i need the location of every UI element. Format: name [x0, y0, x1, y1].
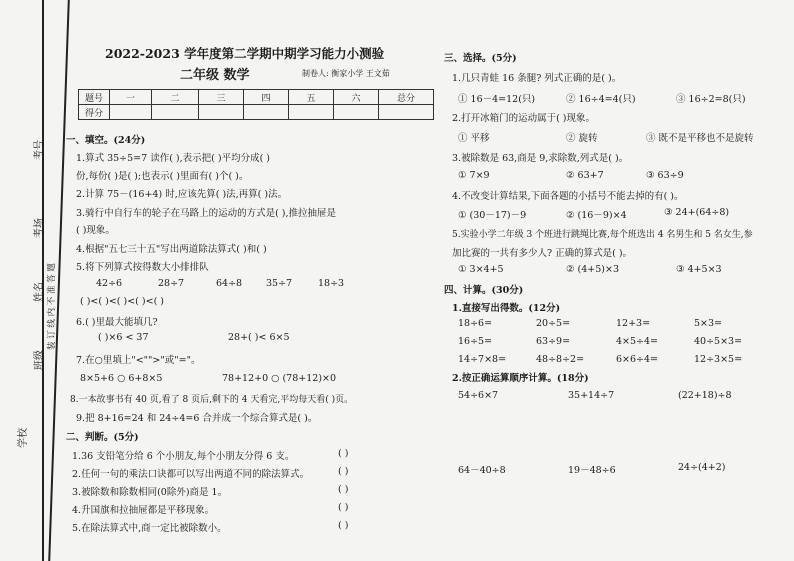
order-calc: 64－40÷8 [458, 465, 506, 476]
s1-q5-item: 64÷8 [216, 278, 243, 289]
calc-item: 12÷3×5= [694, 354, 743, 365]
s1-q5-order: ( )<( )<( )<( )<( ) [80, 296, 165, 307]
calc-item: 18÷6= [458, 318, 493, 329]
s3-q3: 3.被除数是 63,商是 9,求除数,列式是( )。 [452, 153, 629, 164]
exam-title: 2022-2023 学年度第二学期中期学习能力小测验 [105, 46, 385, 61]
s3-q2: 2.打开冰箱门的运动属于( )现象。 [452, 113, 595, 124]
s1-q1-line1: 1.算式 35÷5=7 读作( ),表示把( )平均分成( ) [76, 153, 271, 164]
s2-answer-paren[interactable]: ( ) [338, 484, 349, 495]
calc-item: 63÷9= [536, 336, 571, 347]
s1-q4: 4.根据"五七三十五"写出两道除法算式( )和( ) [76, 244, 267, 255]
s2-item: 4.升国旗和拉抽屉都是平移现象。 [72, 505, 215, 516]
s1-q7: 7.在○里填上"<"">"或"="。 [76, 355, 201, 366]
score-cell[interactable] [110, 105, 152, 120]
calc-item: 40÷5×3= [694, 336, 743, 347]
s3-q5-opt: ③ 4+5×3 [676, 264, 722, 275]
calc-item: 4×5÷4= [616, 336, 659, 347]
s3-q5-line2: 加比赛的一共有多少人? 正确的算式是( )。 [452, 248, 633, 259]
calc-item: 12+3= [616, 318, 651, 329]
s1-q5: 5.将下列算式按得数大小排排队 [76, 262, 209, 273]
s3-q5-opt: ① 3×4+5 [458, 264, 504, 275]
school-label: 学校 [18, 428, 29, 448]
s1-q7b: 78+12+0 ○ (78+12)×0 [222, 373, 337, 384]
s1-q3-line1: 3.骑行中自行车的轮子在马路上的运动的方式是( ),推拉抽屉是 [76, 208, 337, 219]
score-cell[interactable] [152, 105, 199, 120]
section1-title: 一、填空。(24分) [66, 135, 146, 146]
s2-answer-paren[interactable]: ( ) [338, 448, 349, 459]
calc-item: 6×6÷4= [616, 354, 659, 365]
s1-q5-item: 35÷7 [266, 278, 293, 289]
binding-line-outer [42, 0, 44, 561]
seal-line-notice: 装 订 线 内 不 准 答 题 [47, 263, 57, 350]
s1-q6a: ( )×6 < 37 [98, 332, 149, 343]
s1-q2: 2.计算 75－(16+4) 时,应该先算( )法,再算( )法。 [76, 189, 288, 200]
exam-room-label: 考场 [34, 218, 45, 238]
calc-item: 48÷8÷2= [536, 354, 585, 365]
s3-q4-opt: ② (16－9)×4 [566, 210, 627, 221]
s3-q1: 1.几只青蛙 16 条腿? 列式正确的是( )。 [452, 73, 622, 84]
score-header: 四 [244, 90, 289, 105]
s3-q1-opt: ① 16－4=12(只) [458, 94, 536, 105]
score-header: 二 [152, 90, 199, 105]
exam-author: 制卷人: 衡家小学 王文茹 [302, 69, 390, 78]
score-cell[interactable] [244, 105, 289, 120]
s3-q5-line1: 5.实验小学二年级 3 个班进行跳绳比赛,每个班选出 4 名男生和 5 名女生,参 [452, 230, 753, 240]
score-cell[interactable] [289, 105, 334, 120]
s3-q4: 4.不改变计算结果,下面各题的小括号不能去掉的有( )。 [452, 191, 684, 202]
s2-item: 5.在除法算式中,商一定比被除数小。 [72, 523, 227, 534]
order-calc: 54÷6×7 [458, 390, 499, 401]
s2-answer-paren[interactable]: ( ) [338, 502, 349, 513]
exam-subtitle: 二年级 数学 [180, 68, 250, 83]
s1-q5-item: 18÷3 [318, 278, 345, 289]
s3-q2-opt: ① 平移 [458, 133, 490, 144]
name-label: 姓名 [34, 282, 45, 302]
s1-q6: 6.( )里最大能填几? [76, 317, 158, 328]
s2-item: 3.被除数和除数相同(0除外)商是 1。 [72, 487, 228, 498]
s3-q3-opt: ③ 63÷9 [646, 170, 684, 181]
s3-q3-opt: ② 63+7 [566, 170, 604, 181]
s3-q5-opt: ② (4+5)×3 [566, 264, 620, 275]
section2-title: 二、判断。(5分) [66, 432, 139, 443]
order-calc: 35+14÷7 [568, 390, 615, 401]
score-header: 六 [334, 90, 379, 105]
score-header: 一 [110, 90, 152, 105]
s1-q9: 9.把 8+16=24 和 24÷4=6 合并成一个综合算式是( )。 [76, 413, 318, 424]
order-calc: 19－48÷6 [568, 465, 616, 476]
score-header: 五 [289, 90, 334, 105]
score-header: 总分 [379, 90, 434, 105]
score-cell[interactable] [199, 105, 244, 120]
score-cell[interactable] [334, 105, 379, 120]
s1-q3-line2: ( )现象。 [76, 225, 115, 236]
s3-q1-opt: ③ 16÷2=8(只) [676, 94, 746, 105]
calc-item: 16÷5= [458, 336, 493, 347]
s3-q3-opt: ① 7×9 [458, 170, 490, 181]
s3-q4-opt: ③ 24+(64÷8) [664, 207, 730, 218]
score-header: 题号 [79, 90, 110, 105]
s3-q1-opt: ② 16÷4=4(只) [566, 94, 636, 105]
s1-q5-item: 42÷6 [96, 278, 123, 289]
calc-item: 5×3= [694, 318, 723, 329]
exam-number-label: 考号 [34, 140, 45, 160]
s1-q8: 8.一本故事书有 40 页,看了 8 页后,剩下的 4 天看完,平均每天看( )页。 [70, 395, 354, 405]
order-calc: (22+18)÷8 [678, 390, 732, 401]
s3-q4-opt: ① (30－17)－9 [458, 210, 527, 221]
class-label: 班级 [34, 350, 45, 370]
s1-q6b: 28+( )< 6×5 [228, 332, 290, 343]
calc-item: 20÷5= [536, 318, 571, 329]
s4-sub2: 2.按正确运算顺序计算。(18分) [452, 373, 589, 384]
section3-title: 三、选择。(5分) [444, 53, 517, 64]
s1-q5-item: 28÷7 [158, 278, 185, 289]
s3-q2-opt: ③ 既不是平移也不是旋转 [646, 133, 754, 144]
s3-q2-opt: ② 旋转 [566, 133, 598, 144]
calc-item: 14÷7×8= [458, 354, 507, 365]
s1-q1-line2: 份,每份( )是( );也表示( )里面有( )个( )。 [76, 171, 249, 182]
s1-q7a: 8×5+6 ○ 6+8×5 [80, 373, 163, 384]
score-header: 三 [199, 90, 244, 105]
s2-answer-paren[interactable]: ( ) [338, 520, 349, 531]
score-cell[interactable] [379, 105, 434, 120]
s2-answer-paren[interactable]: ( ) [338, 466, 349, 477]
order-calc: 24÷(4+2) [678, 462, 726, 473]
score-row-label: 得分 [79, 105, 110, 120]
s4-sub1: 1.直接写出得数。(12分) [452, 303, 561, 314]
s2-item: 2.任何一句的乘法口诀都可以写出两道不同的除法算式。 [72, 469, 310, 480]
section4-title: 四、计算。(30分) [444, 285, 524, 296]
s2-item: 1.36 支铅笔分给 6 个小朋友,每个小朋友分得 6 支。 [72, 451, 295, 462]
score-table [78, 89, 434, 120]
